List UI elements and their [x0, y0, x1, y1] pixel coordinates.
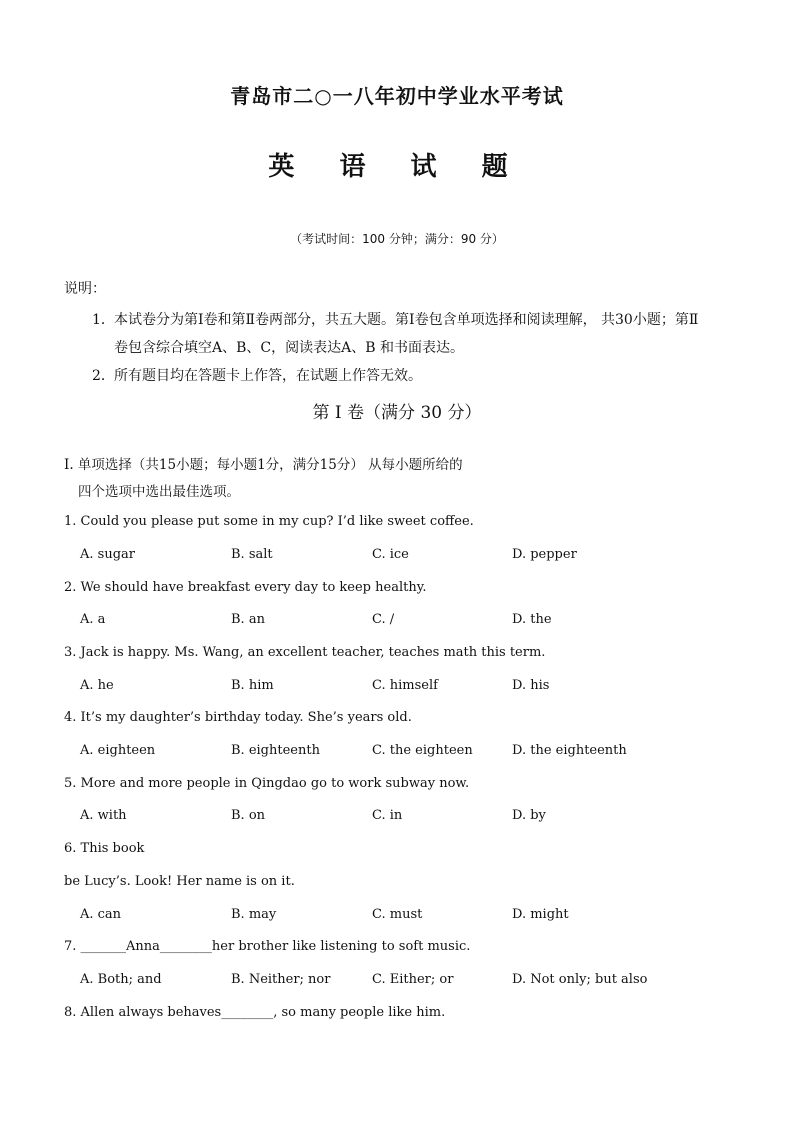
section-heading	[64, 452, 463, 506]
option-a: A. eighteen	[80, 743, 156, 758]
section-heading-line: I. 单项选择（共15小题；每小题1分，满分15分） 从每小题所给的	[64, 457, 463, 473]
option-a: A. Both; and	[80, 972, 162, 987]
question-4: 4. It’s my daughter’s birthday today. She’s years old.	[64, 710, 412, 725]
option-d: D. the	[512, 612, 552, 627]
option-c: C. the eighteen	[372, 743, 473, 758]
option-d: D. might	[512, 907, 569, 922]
instruction-number: 1．	[92, 312, 115, 328]
option-c: C. Either; or	[372, 972, 454, 987]
exam-title: 青岛市二○一八年初中学业水平考试	[230, 84, 564, 108]
option-c: C. ice	[372, 547, 409, 562]
option-a: A. with	[80, 808, 127, 823]
question-1: 1. Could you please put some in my cup? I’d like sweet coffee.	[64, 514, 474, 529]
instruction-item-2	[92, 362, 732, 390]
option-a: A. a	[80, 612, 106, 627]
instructions-label: 说明：	[64, 281, 106, 297]
option-d: D. Not only; but also	[512, 972, 648, 987]
option-b: B. an	[231, 612, 265, 627]
question-5: 5. More and more people in Qingdao go to work subway now.	[64, 776, 470, 791]
instruction-text: 所有题目均在答题卡上作答，在试题上作答无效。	[114, 368, 422, 384]
option-a: A. he	[80, 678, 114, 693]
instruction-number: 2．	[92, 368, 115, 384]
instruction-text-continued: 卷包含综合填空A、B、C，阅读表达A、B 和书面表达。	[114, 340, 464, 356]
option-b: B. Neither; nor	[231, 972, 331, 987]
question-7: 7. _______Anna________her brother like listening to soft music.	[64, 939, 471, 954]
part-heading: 第 I 卷（满分 30 分）	[312, 403, 482, 423]
option-c: C. must	[372, 907, 423, 922]
section-heading-line: 四个选项中选出最佳选项。	[78, 484, 240, 500]
subject-title: 英 语 试 题	[268, 152, 526, 182]
option-d: D. his	[512, 678, 550, 693]
option-c: C. himself	[372, 678, 438, 693]
option-b: B. on	[231, 808, 266, 823]
question-8: 8. Allen always behaves________, so many people like him.	[64, 1005, 446, 1020]
option-a: A. sugar	[80, 547, 135, 562]
option-b: B. him	[231, 678, 274, 693]
option-b: B. may	[231, 907, 277, 922]
option-c: C. in	[372, 808, 403, 823]
instruction-item-1	[92, 306, 732, 362]
option-c: C. /	[372, 612, 395, 627]
option-d: D. by	[512, 808, 546, 823]
question-3: 3. Jack is happy. Ms. Wang, an excellent teacher, teaches math this term.	[64, 645, 546, 660]
exam-info: （考试时间：100 分钟；满分：90 分）	[290, 232, 504, 246]
option-a: A. can	[80, 907, 122, 922]
option-b: B. eighteenth	[231, 743, 320, 758]
question-2: 2. We should have breakfast every day to keep healthy.	[64, 580, 427, 595]
option-d: D. the eighteenth	[512, 743, 627, 758]
question-6: 6. This book	[64, 841, 145, 856]
option-b: B. salt	[231, 547, 273, 562]
question-6-continued: be Lucy’s. Look! Her name is on it.	[64, 874, 295, 889]
option-d: D. pepper	[512, 547, 577, 562]
instruction-text: 本试卷分为第Ⅰ卷和第Ⅱ卷两部分，共五大题。第Ⅰ卷包含单项选择和阅读理解， 共30小题；第Ⅱ	[114, 312, 699, 328]
